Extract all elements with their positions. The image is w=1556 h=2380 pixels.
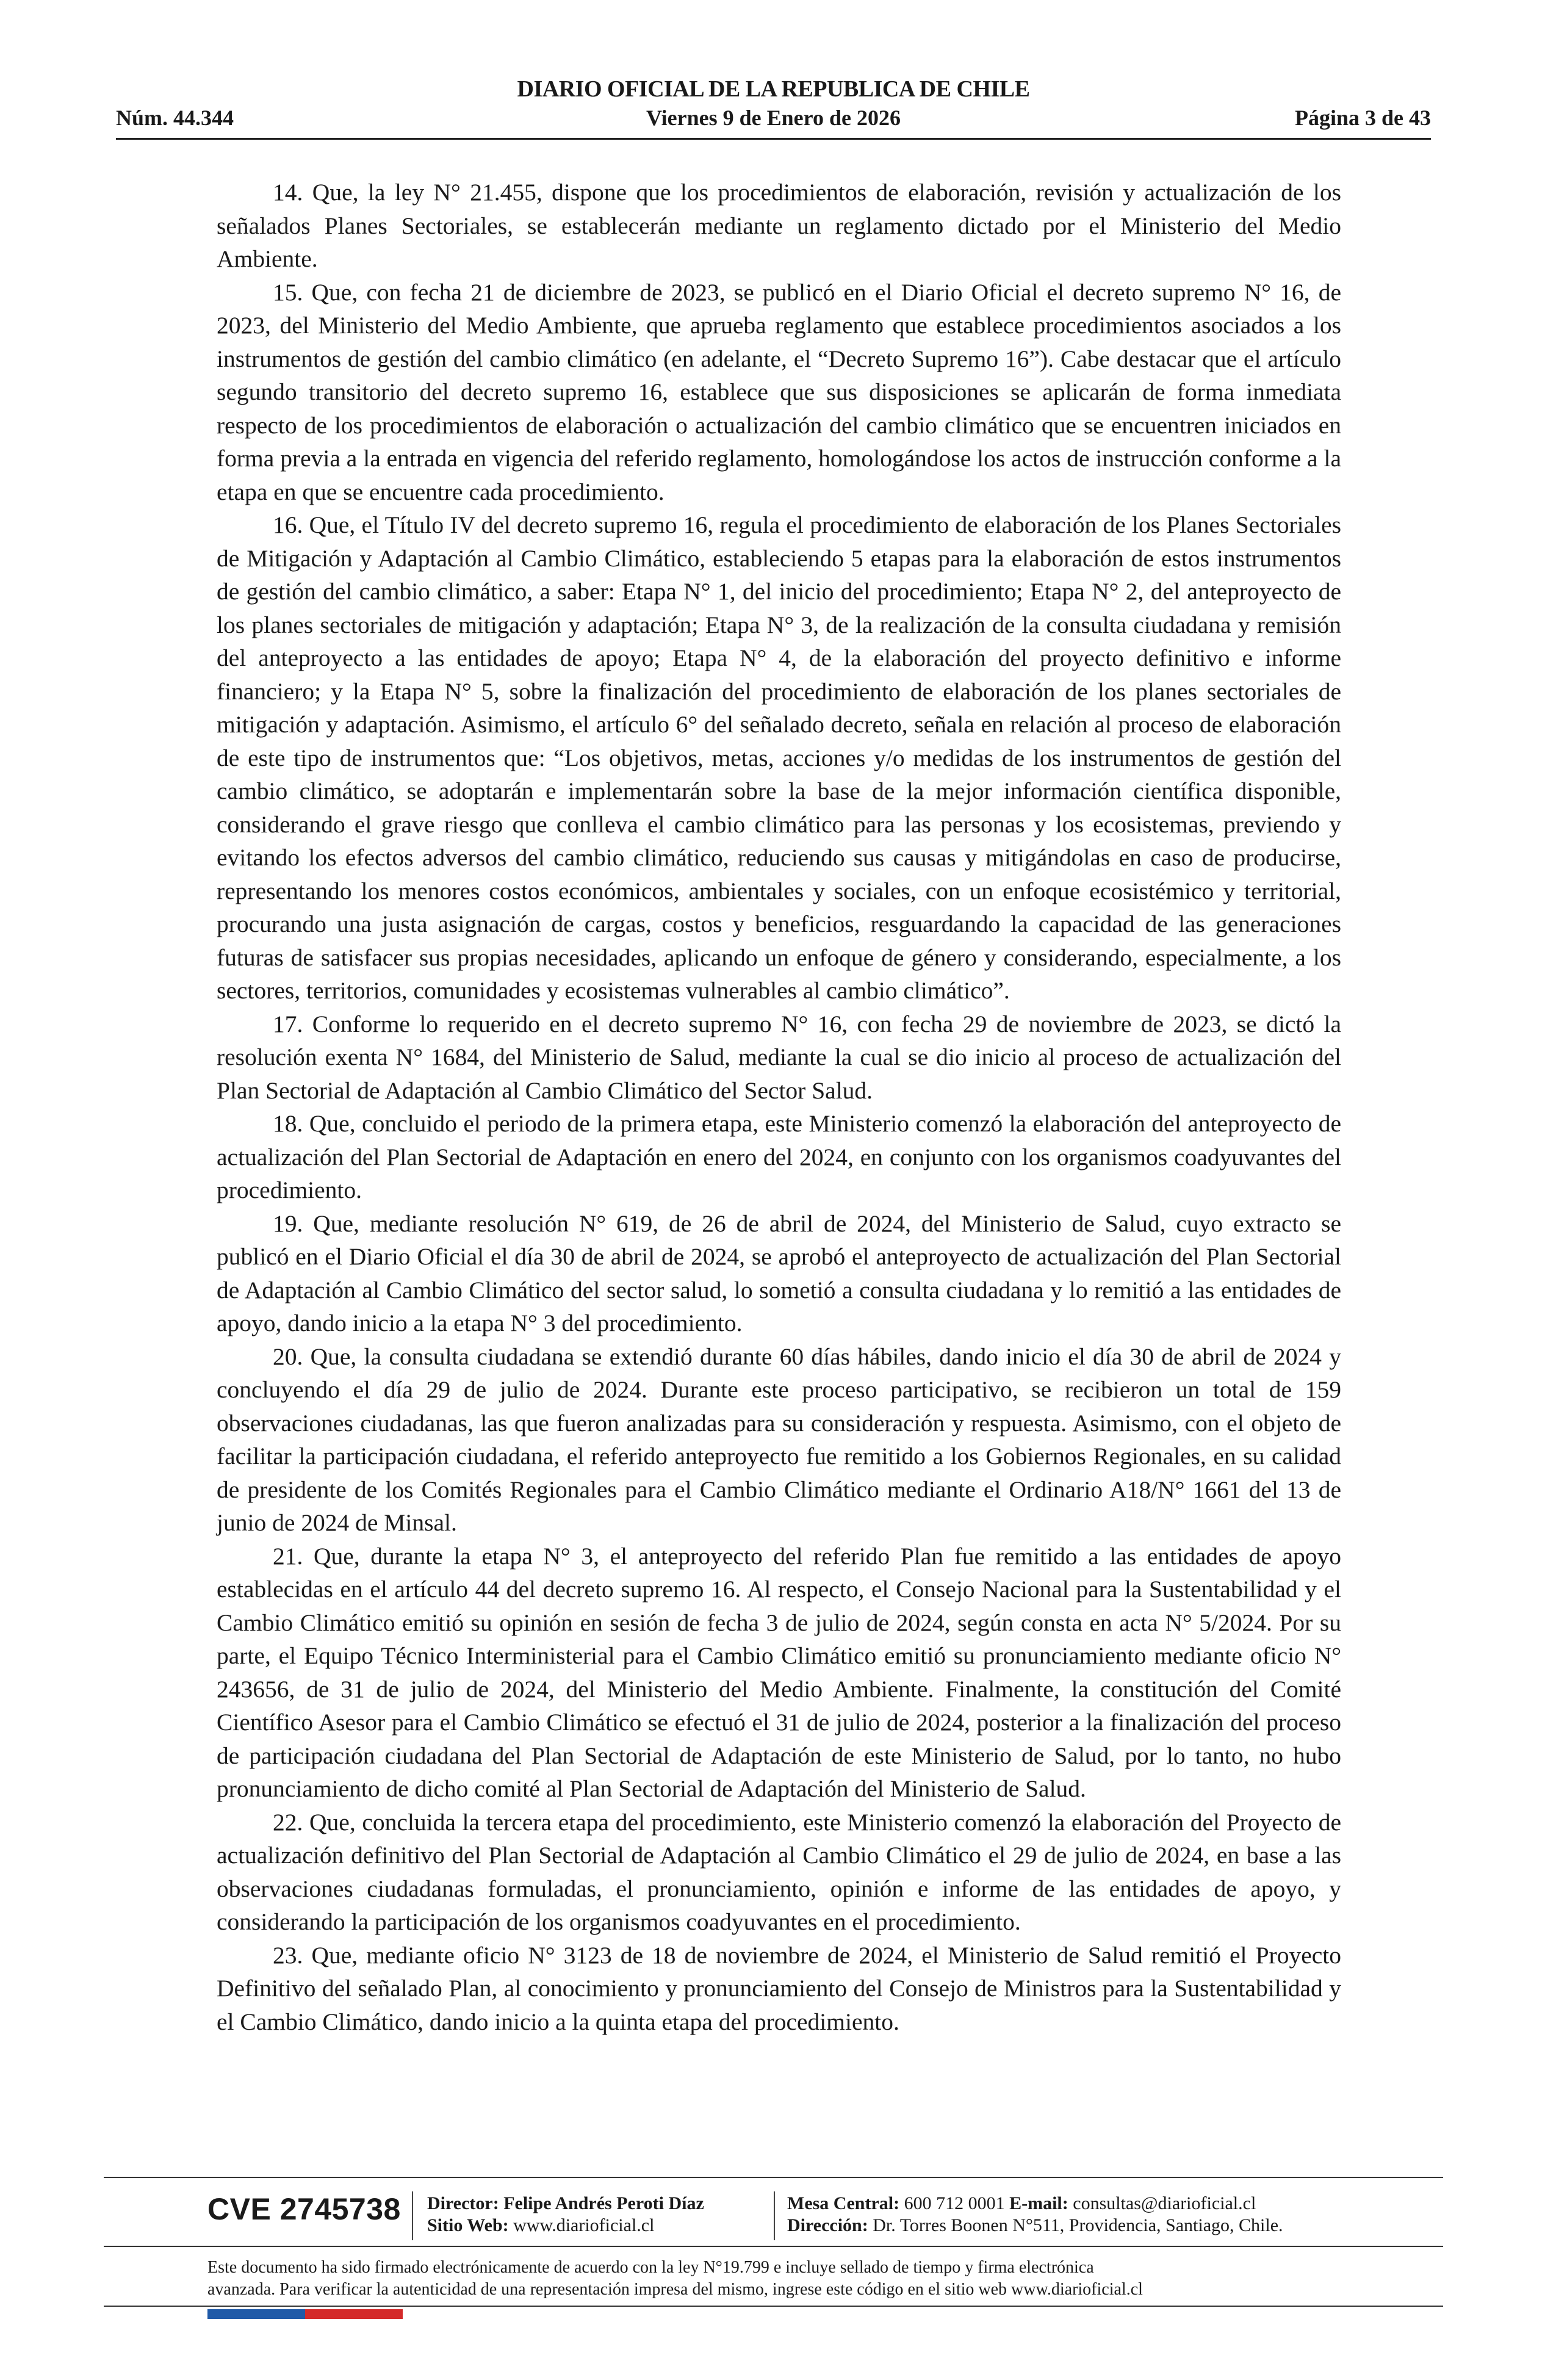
paragraph-19: 19. Que, mediante resolución N° 619, de 26 de abril de 2024, del Ministerio de Salud, cuyo extracto se publicó en el Diario Oficial el día 30 de abril de 2024, se aprobó el anteproyecto de actualización del Plan Sectorial de Adaptación al Cambio Climático del sector salud, lo sometió a consulta ciudadana y lo remitió a las entidades de apoyo, dando inicio a la etapa N° 3 del procedimiento. — [217, 1210, 1341, 1336]
footer-divider-top — [104, 2177, 1443, 2178]
mesa-phone: 600 712 0001 — [904, 2193, 1005, 2213]
footer-separator — [774, 2191, 775, 2240]
footer-director-block — [427, 2193, 704, 2237]
legal-line: avanzada. Para verificar la autenticidad de una representación impresa del mismo, ingrese este código en el sitio web www.diarioficial.cl — [207, 2280, 1143, 2299]
paragraph-16: 16. Que, el Título IV del decreto supremo 16, regula el procedimiento de elaboración de los Planes Sectoriales de Mitigación y Adaptación al Cambio Climático, estableciendo 5 etapas para la elaboración de estos instrumentos de gestión del cambio climático, a saber: Etapa N° 1, del inicio del procedimiento; Etapa N° 2, del anteproyecto de los planes sectoriales de mitigación y adaptación; Etapa N° 3, de la realización de la consulta ciudadana y remisión del anteproyecto a las entidades de apoyo; Etapa N° 4, de la elaboración del proyecto definitivo e informe financiero; y la Etapa N° 5, sobre la finalización del procedimiento de elaboración de los planes sectoriales de mitigación y adaptación. Asimismo, el artículo 6° del señalado decreto, señala en relación al proceso de elaboración de este tipo de instrumentos que: “Los objetivos, metas, acciones y/o medidas de los instrumentos de gestión del cambio climático, se adoptarán e implementarán sobre la base de la mejor información científica disponible, considerando el grave riesgo que conlleva el cambio climático para las personas y los ecosistemas, previendo y evitando los efectos adversos del cambio climático, reduciendo sus causas y mitigándolas en caso de producirse, representando los menores costos económicos, ambientales y sociales, con un enfoque ecosistémico y territorial, procurando una justa asignación de cargas, costos y beneficios, resguardando la capacidad de las generaciones futuras de satisfacer sus propias necesidades, aplicando un enfoque de género y considerando, especialmente, a los sectores, territorios, comunidades y ecosistemas vulnerables al cambio climático”. — [217, 511, 1341, 1004]
paragraph-17: 17. Conforme lo requerido en el decreto supremo N° 16, con fecha 29 de noviembre de 2023, se dictó la resolución exenta N° 1684, del Ministerio de Salud, mediante la cual se dio inicio al proceso de actualización del Plan Sectorial de Adaptación al Cambio Climático del Sector Salud. — [217, 1010, 1341, 1104]
document-body — [217, 176, 1341, 2038]
publication-date: Viernes 9 de Enero de 2026 — [646, 106, 901, 130]
web-label: Sitio Web: — [427, 2215, 509, 2235]
director-label: Director: — [427, 2193, 499, 2213]
paragraph-20: 20. Que, la consulta ciudadana se extendió durante 60 días hábiles, dando inicio el día 30 de abril de 2024 y concluyendo el día 29 de julio de 2024. Durante este proceso participativo, se recibieron un total de 159 observaciones ciudadanas, las que fueron analizadas para su consideración y respuesta. Asimismo, con el objeto de facilitar la participación ciudadana, el referido anteproyecto fue remitido a los Gobiernos Regionales, en su calidad de presidente de los Comités Regionales para el Cambio Climático mediante el Ordinario A18/N° 1661 del 13 de junio de 2024 de Minsal. — [217, 1343, 1341, 1536]
paragraph-23: 23. Que, mediante oficio N° 3123 de 18 de noviembre de 2024, el Ministerio de Salud remitió el Proyecto Definitivo del señalado Plan, al conocimiento y pronunciamiento del Consejo de Ministros para la Sustentabilidad y el Cambio Climático, dando inicio a la quinta etapa del procedimiento. — [217, 1941, 1341, 2035]
paragraph-18: 18. Que, concluido el periodo de la primera etapa, este Ministerio comenzó la elaboración del anteproyecto de actualización del Plan Sectorial de Adaptación en enero del 2024, en conjunto con los organismos coadyuvantes del procedimiento. — [217, 1110, 1341, 1203]
address-value: Dr. Torres Boonen N°511, Providencia, Santiago, Chile. — [873, 2215, 1283, 2235]
cve-code: CVE 2745738 — [207, 2192, 401, 2226]
footer-contact-block — [787, 2193, 1283, 2237]
page-footer — [207, 2188, 1355, 2249]
publication-title: DIARIO OFICIAL DE LA REPUBLICA DE CHILE — [517, 76, 1030, 102]
page-header — [116, 73, 1431, 139]
mesa-label: Mesa Central: — [787, 2193, 900, 2213]
address-label: Dirección: — [787, 2215, 868, 2235]
footer-separator — [412, 2191, 413, 2240]
paragraph-22: 22. Que, concluida la tercera etapa del procedimiento, este Ministerio comenzó la elaboración del Proyecto de actualización definitivo del Plan Sectorial de Adaptación al Cambio Climático el 29 de julio de 2024, en base a las observaciones ciudadanas formuladas, el pronunciamiento, opinión e informe de las entidades de apoyo, y considerando la participación de los organismos coadyuvantes en el procedimiento. — [217, 1808, 1341, 1935]
legal-notice — [207, 2257, 1355, 2301]
web-link[interactable]: www.diarioficial.cl — [513, 2215, 655, 2235]
flag-red-segment — [305, 2309, 403, 2319]
page-number: Página 3 de 43 — [1294, 106, 1431, 130]
footer-divider-middle — [104, 2246, 1443, 2247]
flag-stripe — [207, 2309, 403, 2319]
paragraph-14: 14. Que, la ley N° 21.455, dispone que los procedimientos de elaboración, revisión y actualización de los señalados Planes Sectoriales, se establecerán mediante un reglamento dictado por el Ministerio del Medio Ambiente. — [217, 179, 1341, 272]
flag-blue-segment — [207, 2309, 305, 2319]
header-divider — [116, 138, 1431, 140]
email-label: E-mail: — [1009, 2193, 1068, 2213]
issue-number: Núm. 44.344 — [116, 106, 234, 130]
paragraph-15: 15. Que, con fecha 21 de diciembre de 2023, se publicó en el Diario Oficial el decreto supremo N° 16, de 2023, del Ministerio del Medio Ambiente, que aprueba reglamento que establece procedimientos asociados a los instrumentos de gestión del cambio climático (en adelante, el “Decreto Supremo 16”). Cabe destacar que el artículo segundo transitorio del decreto supremo 16, establece que sus disposiciones se aplicarán de forma inmediata respecto de los procedimientos de elaboración o actualización del cambio climático que se encuentren iniciados en forma previa a la entrada en vigencia del referido reglamento, homologándose los actos de instrucción conforme a la etapa en que se encuentre cada procedimiento. — [217, 278, 1341, 505]
footer-divider-bottom — [104, 2306, 1443, 2307]
legal-line: Este documento ha sido firmado electrónicamente de acuerdo con la ley N°19.799 e incluye sellado de tiempo y firma electrónica — [207, 2258, 1094, 2277]
paragraph-21: 21. Que, durante la etapa N° 3, el anteproyecto del referido Plan fue remitido a las entidades de apoyo establecidas en el artículo 44 del decreto supremo 16. Al respecto, el Consejo Nacional para la Sustentabilidad y el Cambio Climático emitió su opinión en sesión de fecha 3 de julio de 2024, según consta en acta N° 5/2024. Por su parte, el Equipo Técnico Interministerial para el Cambio Climático emitió su pronunciamiento mediante oficio N° 243656, de 31 de julio de 2024, del Ministerio del Medio Ambiente. Finalmente, la constitución del Comité Científico Asesor para el Cambio Climático se efectuó el 31 de julio de 2024, posterior a la finalización del proceso de participación ciudadana del Plan Sectorial de Adaptación de este Ministerio de Salud, por lo tanto, no hubo pronunciamiento de dicho comité al Plan Sectorial de Adaptación del Ministerio de Salud. — [217, 1542, 1341, 1802]
director-name: Felipe Andrés Peroti Díaz — [503, 2193, 704, 2213]
email-link[interactable]: consultas@diarioficial.cl — [1073, 2193, 1256, 2213]
